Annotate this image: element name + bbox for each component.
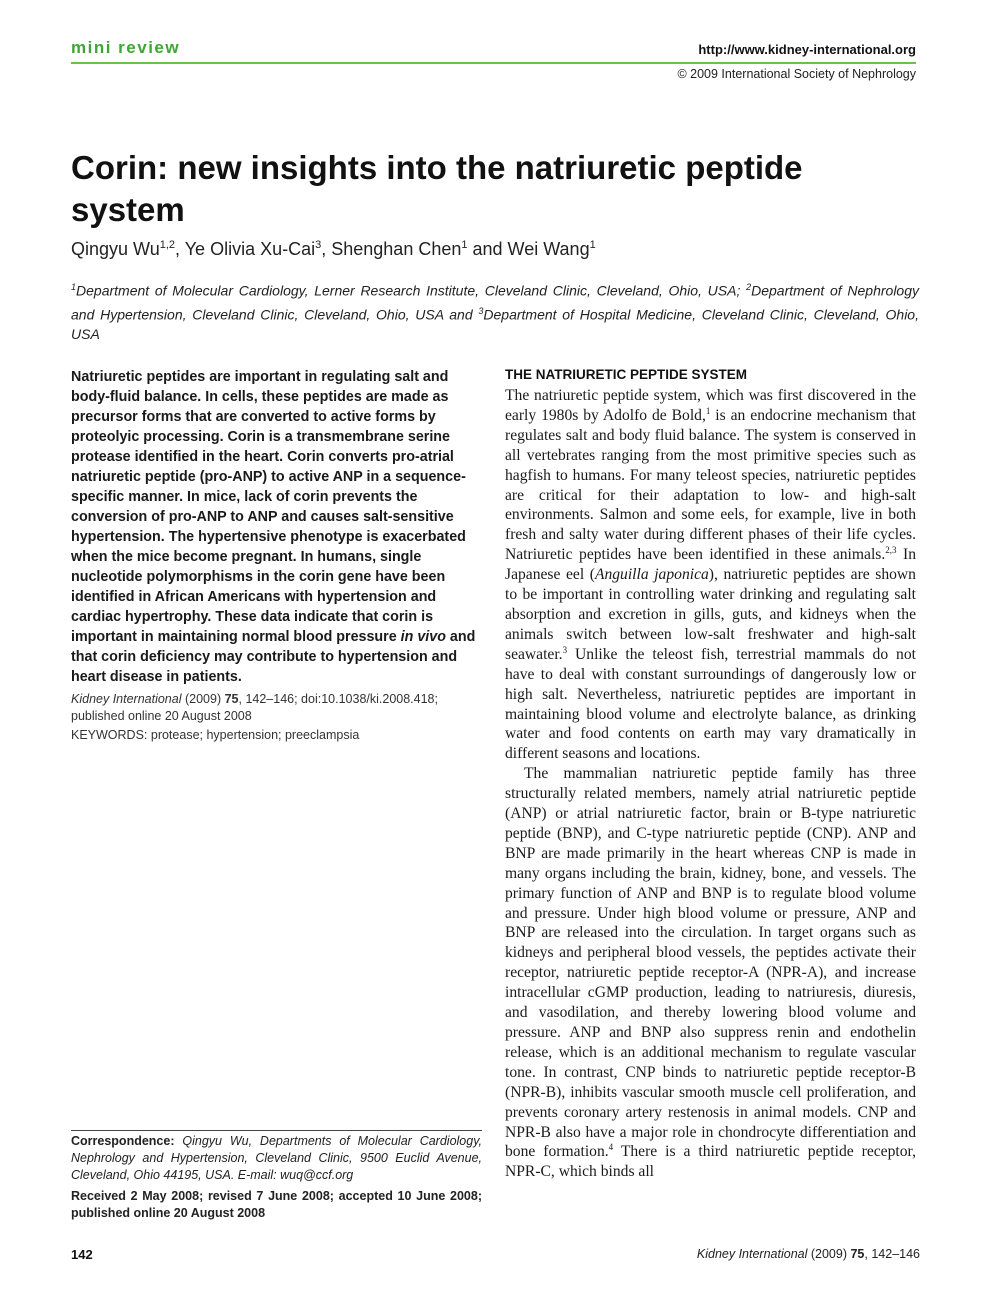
reference-sup[interactable]: 2,3	[885, 545, 897, 556]
correspondence-divider	[71, 1130, 482, 1131]
body-paragraph	[505, 386, 916, 764]
body-text-run: Unlike the teleost fish, terrestrial mammals do not have to deal with constant surroundings of dangerously low or high salt. Nevertheless, natriuretic peptides are important in maintaining blood volume and electrolyte balance, as drinking water and food contents on earth may vary dramatically in different seasons and locations.	[505, 645, 916, 763]
footer-citation	[697, 1247, 920, 1261]
body-text-run: The mammalian natriuretic peptide family has three structurally related members, namely atrial natriuretic peptide (ANP) or atrial natriuretic factor, brain or B-type natriuretic peptide (BNP), and C-type natriuretic peptide (CNP). ANP and BNP are made primarily in the heart whereas CNP is made in many organs including the brain, kidney, bone, and vessels. The primary function of ANP and BNP is to regulate blood volume and pressure. Under high blood volume or pressure, ANP and BNP are released into the circulation. In target organs such as kidneys and peripheral blood vessels, the peptides activate their receptor, natriuretic peptide receptor-A (NPR-A), and increase intracellular cGMP production, leading to natriuresis, diuresis, and vasodilation, and thereby lowering blood volume and pressure. ANP and BNP also suppress renin and endothelin release, which is an additional mechanism to regulate vascular tone. In contrast, CNP binds to natriuretic peptide receptor-B (NPR-B), inhibits vascular smooth muscle cell proliferation, and prevents coronary artery restenosis in animal models. CNP and NPR-B also have a major role in chondrocyte differentiation and bone formation.	[505, 765, 916, 1161]
affiliation-sup: 1	[71, 282, 77, 292]
abstract-italic: in vivo	[400, 629, 446, 645]
author-affiliation-sup: 1	[589, 239, 596, 251]
correspondence	[71, 1133, 482, 1184]
author-separator: ,	[175, 239, 185, 259]
citation-details: , 142–146; doi:10.1038/ki.2008.418; published online 20 August 2008	[71, 692, 438, 723]
affiliation-sup: 3	[478, 305, 484, 316]
author-affiliation-sup: 1	[461, 239, 468, 251]
footer-pages: , 142–146	[864, 1247, 920, 1261]
body-text-run: The natriuretic peptide system, which was first discovered in the early 1980s by Adolfo de Bold,	[505, 387, 916, 424]
abstract	[71, 367, 482, 687]
keywords: KEYWORDS: protease; hypertension; preeclampsia	[71, 728, 360, 742]
body-text-run: is an endocrine mechanism that regulates salt and body fluid balance. The system is conserved in all vertebrates ranging from the most primitive species such as hagfish to humans. For many teleost species, natriuretic peptides are critical for their adaptation to low- and high-salt environments. Salmon and some eels, for example, live in both fresh and salty water during different phases of their life cycles. Natriuretic peptides have been identified in these animals.	[505, 406, 916, 564]
footer-volume: 75	[850, 1247, 865, 1261]
citation-year: (2009)	[181, 692, 225, 706]
body-text	[505, 386, 916, 1182]
footer-year: (2009)	[807, 1247, 851, 1261]
author-name: Qingyu Wu	[71, 239, 160, 259]
species-italic: Anguilla japonica	[594, 566, 709, 584]
affiliation-text: Department of Molecular Cardiology, Lerner Research Institute, Cleveland Clinic, Cleveland, Ohio, USA;	[76, 282, 747, 299]
journal-url-link[interactable]: http://www.kidney-international.org	[698, 42, 916, 57]
affiliations	[71, 277, 919, 344]
body-paragraph	[505, 764, 916, 1182]
citation-journal: Kidney International	[71, 692, 182, 706]
reference-sup[interactable]: 4	[608, 1142, 614, 1153]
author-affiliation-sup: 1,2	[159, 239, 176, 251]
abstract-text: and that corin deficiency may contribute to hypertension and heart disease in patients.	[71, 629, 476, 685]
author-affiliation-sup: 3	[315, 239, 322, 251]
body-text-run: In Japanese eel (	[505, 546, 916, 584]
article-title: Corin: new insights into the natriuretic peptide system	[71, 149, 803, 228]
reference-sup[interactable]: 3	[562, 644, 568, 655]
body-text-run: ), natriuretic peptides are shown to be important in controlling water drinking and regulating salt absorption and excretion in gills, guts, and kidneys when the animals switch between low-salt freshwater and high-salt seawater.	[505, 566, 916, 663]
author-name: Ye Olivia Xu-Cai	[184, 239, 316, 259]
article-citation	[71, 691, 482, 725]
citation-volume: 75	[224, 692, 239, 706]
affiliation-text: Department of Nephrology and Hypertension, Cleveland Clinic, Cleveland, Ohio, USA and	[71, 282, 919, 323]
correspondence-label: Correspondence:	[71, 1134, 175, 1148]
author-list	[71, 239, 921, 260]
page-number: 142	[71, 1247, 93, 1262]
header-divider	[71, 62, 916, 64]
reference-sup[interactable]: 1	[705, 405, 711, 416]
body-text-run: There is a third natriuretic peptide receptor, NPR-C, which binds all	[505, 1143, 916, 1181]
footer-journal: Kidney International	[696, 1247, 808, 1261]
correspondence-text: Qingyu Wu, Departments of Molecular Cardiology, Nephrology and Hypertension, Cleveland Clinic, 9500 Euclid Avenue, Cleveland, Ohio 44195, USA. E-mail: wuq@ccf.org	[71, 1134, 482, 1182]
abstract-text: Natriuretic peptides are important in regulating salt and body-fluid balance. In cells, these peptides are made as precursor forms that are converted to active forms by proteolyic processing. Corin is a transmembrane serine protease identified in the heart. Corin converts pro-atrial natriuretic peptide (pro-ANP) to active ANP in a sequence-specific manner. In mice, lack of corin prevents the conversion of pro-ANP to ANP and causes salt-sensitive hypertension. The hypertensive phenotype is exacerbated when the mice become pregnant. In humans, single nucleotide polymorphisms in the corin gene have been identified in African Americans with hypertension and cardiac hypertrophy. These data indicate that corin is important in maintaining normal blood pressure	[71, 369, 466, 645]
copyright-notice: © 2009 International Society of Nephrology	[677, 67, 916, 81]
author-separator: ,	[321, 239, 332, 259]
author-name: Shenghan Chen	[331, 239, 462, 259]
received-dates: Received 2 May 2008; revised 7 June 2008; accepted 10 June 2008; published online 20 August 2008	[71, 1189, 482, 1220]
section-heading: THE NATRIURETIC PEPTIDE SYSTEM	[505, 367, 748, 382]
affiliation-sup: 2	[746, 282, 752, 292]
author-separator: and	[467, 239, 508, 259]
author-name: Wei Wang	[507, 239, 590, 259]
affiliation-text: Department of Hospital Medicine, Cleveland Clinic, Cleveland, Ohio, USA	[71, 306, 919, 343]
section-tag: mini review	[71, 38, 181, 57]
